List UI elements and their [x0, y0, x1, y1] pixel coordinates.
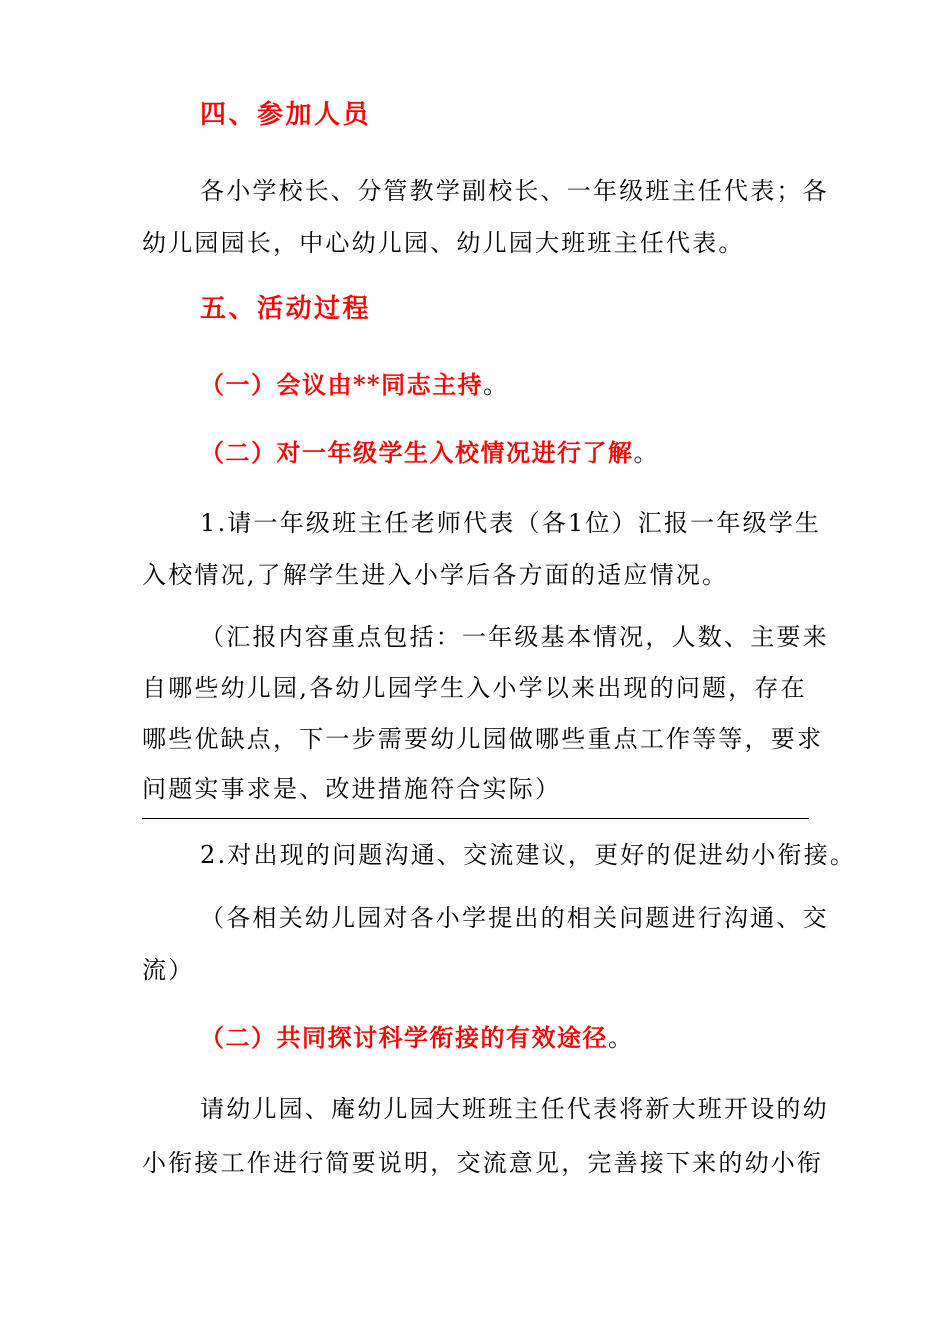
- point-one-note-line: 自哪些幼儿园,各幼儿园学生入小学以来出现的问题，存在: [142, 674, 807, 702]
- item-one-tail: 。: [483, 371, 509, 399]
- point-one-note-line: 问题实事求是、改进措施符合实际）: [142, 775, 562, 803]
- point-one-note-line: （汇报内容重点包括：一年级基本情况，人数、主要来: [200, 623, 829, 651]
- item-one-text: （一）会议由**同志主持: [200, 370, 484, 399]
- point-two-line: 2.对出现的问题沟通、交流建议，更好的促进幼小衔接。: [200, 841, 857, 869]
- item-three-body-line: 请幼儿园、庵幼儿园大班班主任代表将新大班开设的幼: [200, 1095, 829, 1123]
- item-two-text: （二）对一年级学生入校情况进行了解: [200, 438, 634, 467]
- item-two-heading: [200, 438, 659, 468]
- point-one-note-line: 哪些优缺点，下一步需要幼儿园做哪些重点工作等等，要求: [142, 725, 824, 753]
- section-four-heading: 四、参加人员: [200, 100, 372, 130]
- section-five-heading: 五、活动过程: [200, 294, 372, 324]
- point-two-note-line: （各相关幼儿园对各小学提出的相关问题进行沟通、交: [200, 904, 829, 932]
- point-one-line: 入校情况,了解学生进入小学后各方面的适应情况。: [142, 561, 729, 589]
- item-three-text: （二）共同探讨科学衔接的有效途径: [200, 1023, 608, 1052]
- horizontal-divider: [142, 818, 809, 819]
- item-three-tail: 。: [608, 1024, 634, 1052]
- item-one-heading: [200, 370, 509, 400]
- item-three-heading: [200, 1023, 634, 1053]
- paragraph-line: 幼儿园园长，中心幼儿园、幼儿园大班班主任代表。: [142, 229, 745, 257]
- point-one-line: 1.请一年级班主任老师代表（各1位）汇报一年级学生: [200, 509, 822, 537]
- item-three-body-line: 小衔接工作进行简要说明，交流意见，完善接下来的幼小衔: [142, 1149, 824, 1177]
- point-two-note-line: 流）: [142, 956, 195, 984]
- paragraph-line: 各小学校长、分管教学副校长、一年级班主任代表；各: [200, 177, 829, 205]
- item-two-tail: 。: [633, 439, 659, 467]
